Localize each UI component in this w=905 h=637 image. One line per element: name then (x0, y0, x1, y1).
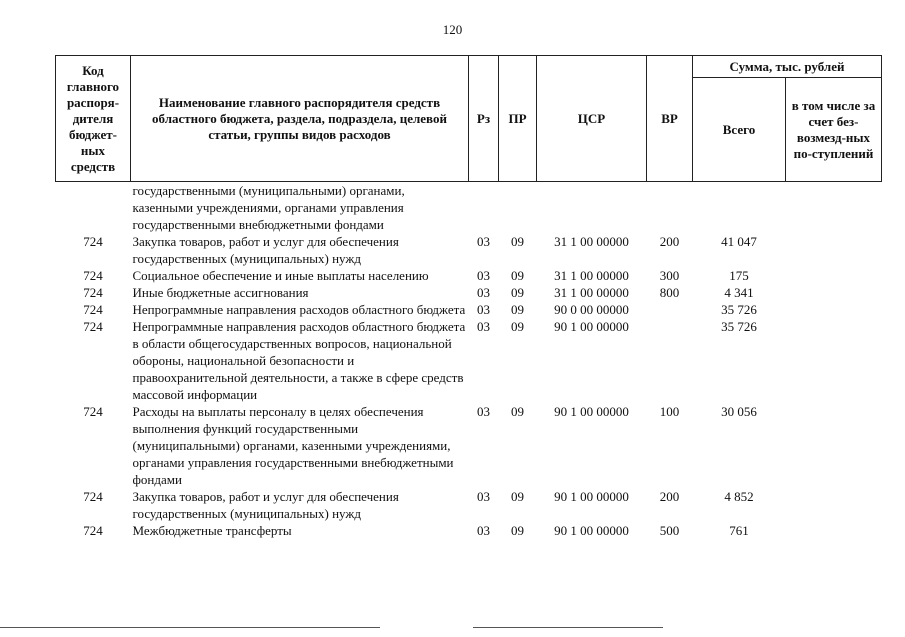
cell-vr (647, 318, 693, 403)
cell-code: 724 (83, 404, 103, 419)
cell-gratuitous (786, 301, 882, 318)
cell-rz: 03 (477, 234, 490, 249)
cell-total: 761 (729, 523, 749, 538)
cell-pr: 09 (511, 404, 524, 419)
cell-rz: 03 (477, 404, 490, 419)
cell-name: Межбюджетные трансферты (132, 523, 292, 538)
cell-total: 4 852 (724, 489, 754, 504)
table-body (56, 182, 882, 540)
cell-rz: 03 (477, 285, 490, 300)
bottom-rule-left (0, 627, 380, 628)
cell-name: Расходы на выплаты персоналу в целях обеспечения выполнения функций государственными (муниципальными) органами, казенными учреждениями, органами управления государственными внебюджетными фондами (132, 404, 454, 487)
cell-code: 724 (83, 523, 103, 538)
cell-csr: 31 1 00 00000 (554, 285, 629, 300)
header-gratuitous: в том числе за счет без-возмезд-ных по-ступлений (786, 78, 882, 182)
cell-gratuitous (786, 403, 882, 488)
cell-code: 724 (83, 268, 103, 283)
header-name: Наименование главного распорядителя средств областного бюджета, раздела, подраздела, целевой статьи, группы видов расходов (131, 56, 469, 182)
cell-pr: 09 (511, 285, 524, 300)
cell-gratuitous (786, 488, 882, 522)
cell-code: 724 (83, 302, 103, 317)
cell-gratuitous (786, 318, 882, 403)
cell-pr: 09 (511, 268, 524, 283)
cell-total (693, 182, 786, 234)
cell-rz: 03 (477, 302, 490, 317)
cell-rz: 03 (477, 523, 490, 538)
cell-name: государственными (муниципальными) органами, казенными учреждениями, органами управления государственными внебюджетными фондами (132, 183, 405, 232)
cell-rz: 03 (477, 319, 490, 334)
page-number: 120 (442, 22, 463, 37)
header-sum-group: Сумма, тыс. рублей (693, 56, 882, 78)
cell-total: 30 056 (721, 404, 757, 419)
cell-rz: 03 (477, 268, 490, 283)
table-row (56, 301, 882, 318)
cell-name: Непрограммные направления расходов областного бюджета (132, 302, 466, 317)
cell-total: 41 047 (721, 234, 757, 249)
cell-csr: 90 1 00 00000 (554, 404, 629, 419)
cell-csr: 31 1 00 00000 (554, 234, 629, 249)
table-row (56, 267, 882, 284)
cell-csr: 90 0 00 00000 (554, 302, 629, 317)
cell-gratuitous (786, 267, 882, 284)
cell-vr: 200 (659, 234, 680, 249)
table-header (56, 56, 882, 182)
table-row (56, 233, 882, 267)
header-csr: ЦСР (537, 56, 647, 182)
bottom-rule-right (473, 627, 663, 628)
cell-gratuitous (786, 182, 882, 234)
table-row (56, 488, 882, 522)
cell-vr (647, 301, 693, 318)
header-pr: ПР (499, 56, 537, 182)
cell-gratuitous (786, 233, 882, 267)
cell-gratuitous (786, 522, 882, 539)
header-total: Всего (693, 78, 786, 182)
cell-vr: 100 (659, 404, 680, 419)
cell-vr: 800 (659, 285, 680, 300)
cell-total: 175 (729, 268, 749, 283)
cell-rz: 03 (477, 489, 490, 504)
table-row (56, 403, 882, 488)
header-vr: ВР (647, 56, 693, 182)
cell-code: 724 (83, 319, 103, 334)
cell-gratuitous (786, 284, 882, 301)
cell-total: 35 726 (721, 319, 757, 334)
cell-code (56, 182, 131, 234)
cell-vr (647, 182, 693, 234)
cell-code: 724 (83, 285, 103, 300)
cell-vr: 300 (659, 268, 680, 283)
cell-name: Закупка товаров, работ и услуг для обеспечения государственных (муниципальных) нужд (132, 234, 399, 266)
cell-csr: 31 1 00 00000 (554, 268, 629, 283)
cell-pr: 09 (511, 523, 524, 538)
header-rz: Рз (469, 56, 499, 182)
cell-pr (499, 182, 537, 234)
cell-code: 724 (83, 234, 103, 249)
table-row (56, 182, 882, 234)
cell-name: Непрограммные направления расходов областного бюджета в области общегосударственных вопросов, национальной обороны, национальной безопасности и правоохранительной деятельности, а также в сфере средств массовой информации (132, 319, 466, 402)
cell-name: Иные бюджетные ассигнования (132, 285, 309, 300)
cell-pr: 09 (511, 302, 524, 317)
cell-name: Социальное обеспечение и иные выплаты населению (132, 268, 429, 283)
cell-code: 724 (83, 489, 103, 504)
cell-total: 4 341 (724, 285, 754, 300)
header-code: Код главного распоря-дителя бюджет-ных средств (56, 56, 131, 182)
cell-csr: 90 1 00 00000 (554, 319, 629, 334)
cell-name: Закупка товаров, работ и услуг для обеспечения государственных (муниципальных) нужд (132, 489, 399, 521)
cell-pr: 09 (511, 489, 524, 504)
cell-vr: 500 (659, 523, 680, 538)
cell-total: 35 726 (721, 302, 757, 317)
cell-vr: 200 (659, 489, 680, 504)
table-row (56, 318, 882, 403)
cell-csr: 90 1 00 00000 (554, 489, 629, 504)
cell-pr: 09 (511, 234, 524, 249)
cell-pr: 09 (511, 319, 524, 334)
cell-csr: 90 1 00 00000 (554, 523, 629, 538)
table-row (56, 522, 882, 539)
cell-csr (537, 182, 647, 234)
budget-table (55, 55, 882, 539)
cell-rz (469, 182, 499, 234)
table-row (56, 284, 882, 301)
